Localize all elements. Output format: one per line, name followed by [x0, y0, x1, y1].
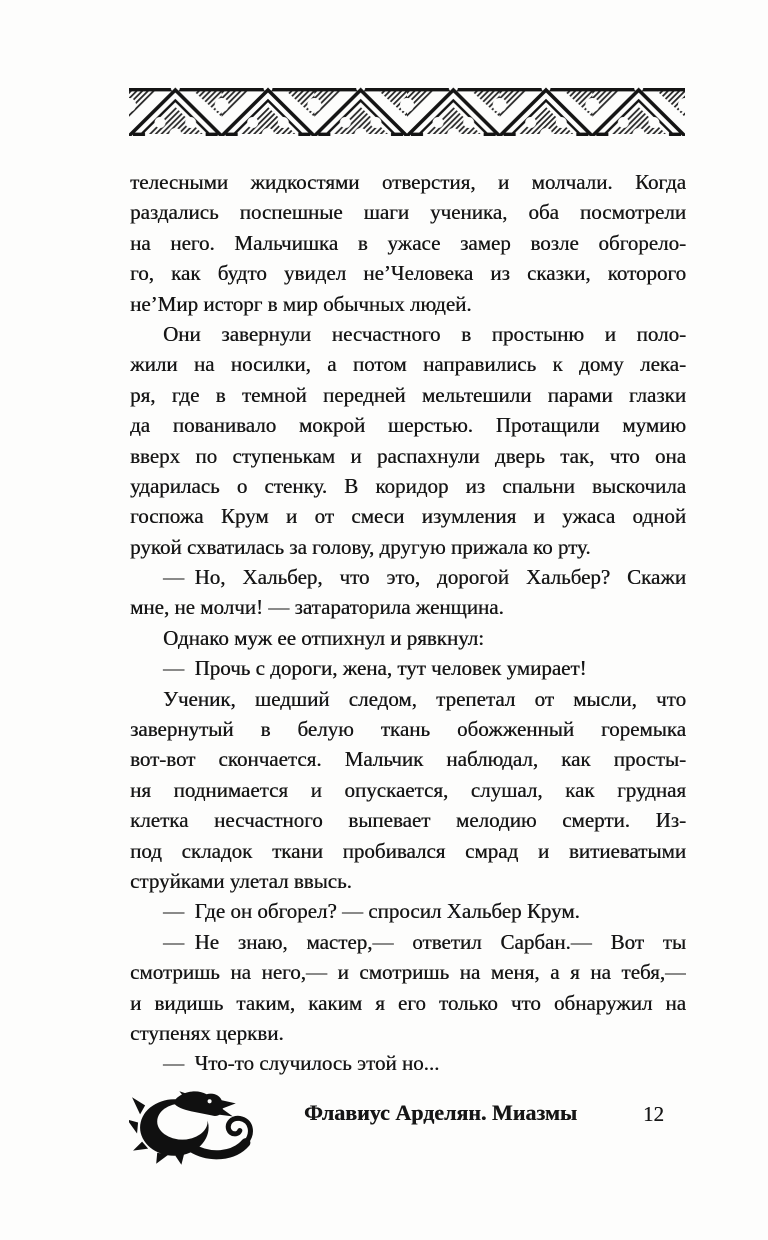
paragraph	[130, 1048, 686, 1078]
text-line: телесными жидкостями отверстия, и молчали. Когда	[130, 170, 686, 194]
paragraph	[130, 319, 686, 562]
text-line: ступенях церкви.	[130, 1020, 284, 1045]
page-number: 12	[643, 1102, 664, 1126]
text-line: раздались поспешные шаги ученика, оба посмотрели	[130, 200, 686, 225]
text-line: Они завернули несчастного в простыню и поло-	[163, 321, 686, 346]
text-line: на него. Мальчишка в ужасе замер возле обгорело-	[130, 230, 686, 255]
paragraph	[130, 653, 686, 683]
paragraph	[130, 684, 686, 897]
paragraph	[130, 623, 686, 653]
text-line: ря, где в темной передней мельтешили парами глазки	[130, 382, 686, 407]
text-line: да пованивало мокрой шерстью. Протащили мумию	[130, 413, 686, 438]
text-line: рукой схватилась за голову, другую прижала ко рту.	[130, 534, 591, 559]
text-line: госпожа Крум и от смеси изумления и ужаса одной	[130, 504, 686, 529]
paragraph	[130, 927, 686, 1049]
text-line: вот-вот скончается. Мальчик наблюдал, как просты-	[130, 747, 686, 772]
text-line: ударилась о стенку. В коридор из спальни выскочила	[130, 473, 686, 498]
text-line: — Но, Хальбер, что это, дорогой Хальбер? Скажи	[163, 565, 686, 590]
text-line: и видишь таким, каким я его только что обнаружил на	[130, 990, 686, 1015]
chevron-border-ornament	[129, 86, 685, 136]
paragraph	[130, 562, 686, 623]
text-line: мне, не молчи! — затараторила женщина.	[130, 595, 504, 620]
text-block	[130, 167, 686, 1079]
paragraph	[130, 896, 686, 926]
text-line: под складок ткани пробивался смрад и витиеватыми	[130, 838, 686, 863]
text-line: ня поднимается и опускается, слушал, как грудная	[130, 777, 686, 802]
footer-book-title: Флавиус Арделян. Миазмы	[304, 1100, 578, 1125]
text-line: Ученик, шедший следом, трепетал от мысли, что	[163, 686, 686, 711]
text-line: смотришь на него,— и смотришь на меня, а я на тебя,—	[130, 960, 686, 985]
text-line: струйками улетал ввысь.	[130, 868, 352, 893]
text-line: не’Мир исторг в мир обычных людей.	[130, 291, 472, 316]
text-line: — Что-то случилось этой но...	[163, 1051, 440, 1076]
text-line: — Где он обгорел? — спросил Хальбер Крум.	[163, 899, 580, 924]
text-line: го, как будто увидел не’Человека из сказки, которого	[130, 261, 686, 286]
text-line: — Прочь с дороги, жена, тут человек умирает!	[163, 656, 587, 681]
text-line: Однако муж ее отпихнул и рявкнул:	[163, 625, 484, 650]
text-line: завернутый в белую ткань обожженный горемыка	[130, 717, 686, 742]
text-line: вверх по ступенькам и распахнули дверь так, что она	[130, 443, 686, 468]
text-line: клетка несчастного выпевает мелодию смерти. Из-	[130, 808, 686, 833]
text-line: жили на носилки, а потом направились к дому лека-	[130, 352, 686, 377]
text-line: — Не знаю, мастер,— ответил Сарбан.— Вот ты	[163, 929, 686, 954]
paragraph	[130, 167, 686, 319]
dragon-logo-icon	[129, 1089, 265, 1165]
